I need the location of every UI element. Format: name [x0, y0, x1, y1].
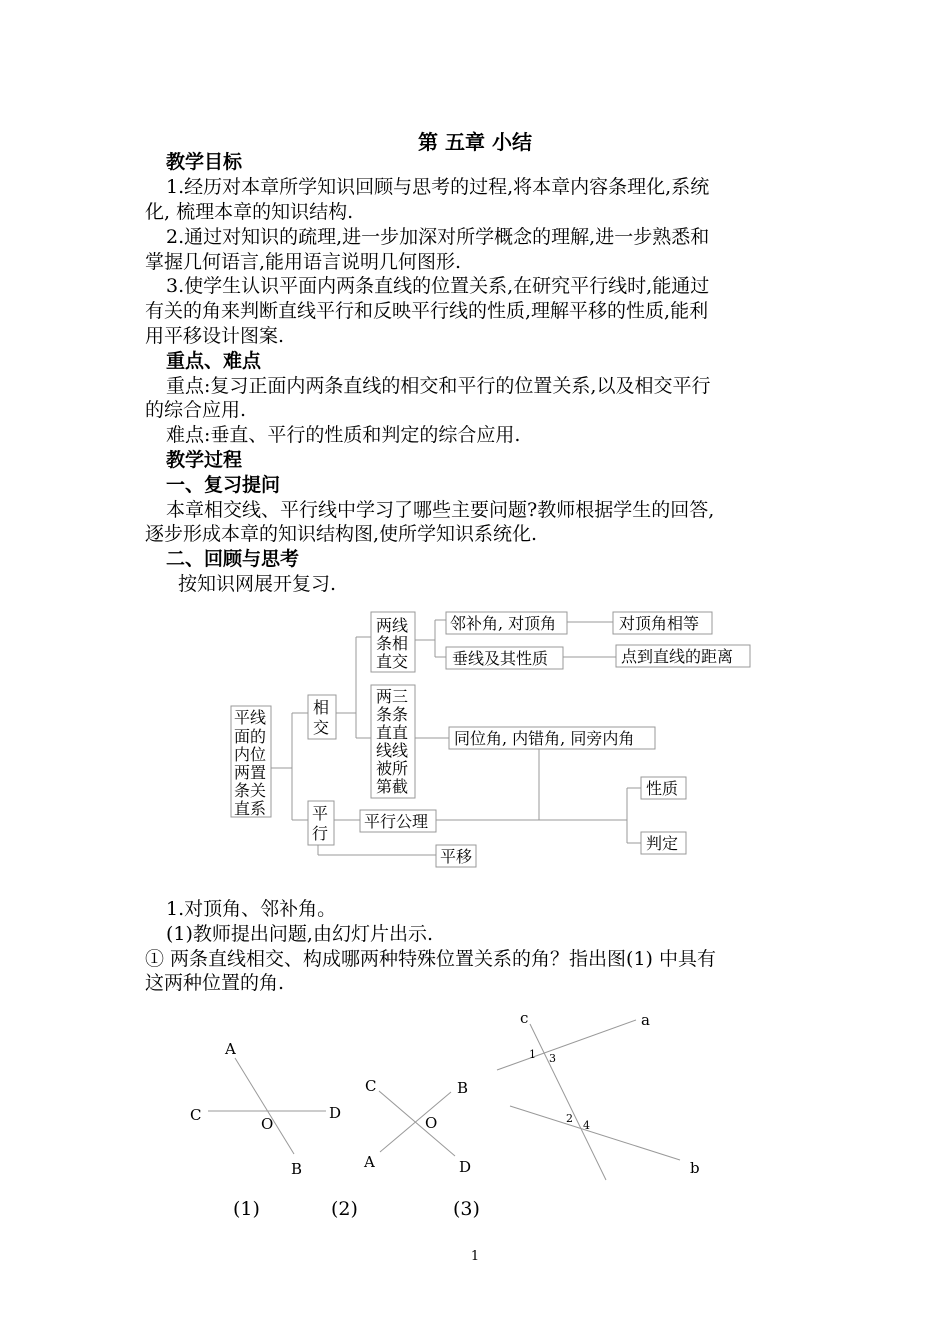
property-label: 性质	[646, 779, 679, 798]
objective-line: 用平移设计图案.	[145, 325, 285, 347]
intersect-label: 交	[313, 718, 330, 737]
root-label-line: 面的	[234, 727, 267, 746]
root-label-line: 内位	[234, 745, 267, 764]
adjacent-angles-label: 邻补角, 对顶角	[450, 614, 557, 633]
fig2-point-label: C	[365, 1077, 377, 1095]
two-lines-label: 条相	[376, 634, 409, 653]
fig2-point-label: A	[364, 1153, 375, 1171]
distance-label: 点到直线的距离	[621, 647, 734, 666]
objective-line: 有关的角来判断直线平行和反映平行线的性质,理解平移的性质,能利	[145, 300, 709, 322]
fig2-point-label: D	[459, 1158, 472, 1176]
intersect-label: 相	[313, 698, 330, 717]
section1-heading: 一、复习提问	[166, 474, 281, 496]
objective-line: 2.通过对知识的疏理,进一步加深对所学概念的理解,进一步熟悉和	[166, 226, 710, 248]
objective-line: 掌握几何语言,能用语言说明几何图形.	[145, 251, 462, 273]
section2-heading: 二、回顾与思考	[166, 548, 300, 570]
fig3-angle-label: 4	[583, 1119, 590, 1132]
three-lines-label: 两三	[376, 687, 409, 706]
fig3-angle-label: 1	[529, 1048, 536, 1061]
parallel-label: 行	[312, 824, 329, 843]
key-point-line: 重点:复习正面内两条直线的相交和平行的位置关系,以及相交平行	[166, 375, 711, 397]
objective-line: 3.使学生认识平面内两条直线的位置关系,在研究平行线时,能通过	[166, 275, 710, 297]
perpendicular-label: 垂线及其性质	[452, 649, 549, 668]
fig1-point-label: B	[291, 1160, 303, 1178]
root-label-line: 条关	[234, 781, 267, 800]
fig2-point-label: O	[425, 1114, 438, 1132]
page-number: 1	[470, 1249, 480, 1264]
key-points-heading: 重点、难点	[166, 350, 262, 372]
objective-line: 化, 梳理本章的知识结构.	[145, 201, 354, 223]
three-lines-label: 条条	[376, 705, 409, 724]
fig1-point-label: O	[261, 1115, 274, 1133]
page-title: 第 五章 小结	[418, 130, 532, 154]
question-1: 1.对顶角、邻补角。	[166, 898, 337, 920]
fig2-caption: (2)	[331, 1198, 358, 1220]
question-1b-line: ① 两条直线相交、构成哪两种特殊位置关系的角？指出图(1) 中具有	[145, 948, 716, 970]
section1-line: 逐步形成本章的知识结构图,使所学知识系统化.	[145, 523, 538, 545]
fig1-point-label: A	[225, 1040, 236, 1058]
objectives-heading: 教学目标	[166, 151, 243, 173]
objective-line: 1.经历对本章所学知识回顾与思考的过程,将本章内容条理化,系统	[166, 176, 710, 198]
fig3-line-label: a	[641, 1011, 650, 1029]
two-lines-label: 两线	[376, 616, 409, 635]
three-lines-label: 直直	[376, 723, 409, 742]
angles-label: 同位角, 内错角, 同旁内角	[454, 729, 635, 748]
three-lines-label: 被所	[376, 759, 409, 778]
question-1b-line: 这两种位置的角.	[145, 972, 285, 994]
parallel-label: 平	[312, 804, 329, 823]
section1-line: 本章相交线、平行线中学习了哪些主要问题?教师根据学生的回答,	[166, 499, 715, 521]
three-lines-label: 线线	[376, 741, 409, 760]
fig3-line-label: c	[520, 1009, 529, 1027]
key-point-line: 的综合应用.	[145, 399, 247, 421]
translation-label: 平移	[440, 847, 473, 866]
section2-intro: 按知识网展开复习.	[178, 573, 337, 595]
fig1-point-label: D	[329, 1104, 342, 1122]
question-1a: (1)教师提出问题,由幻灯片出示.	[166, 923, 433, 945]
parallel-axiom-label: 平行公理	[364, 812, 429, 831]
three-lines-label: 第截	[376, 777, 409, 796]
root-label-line: 直系	[234, 799, 267, 818]
fig1-point-label: C	[190, 1106, 202, 1124]
fig2-point-label: B	[457, 1079, 469, 1097]
root-label-line: 两置	[234, 763, 267, 782]
criterion-label: 判定	[646, 834, 679, 853]
fig3-caption: (3)	[453, 1198, 480, 1220]
fig3-line-label: b	[690, 1159, 700, 1177]
two-lines-label: 直交	[376, 652, 409, 671]
key-point-line: 难点:垂直、平行的性质和判定的综合应用.	[166, 424, 521, 446]
fig3-angle-label: 3	[549, 1052, 556, 1065]
vertical-equal-label: 对顶角相等	[619, 614, 700, 633]
fig3-angle-label: 2	[566, 1112, 573, 1125]
root-label-line: 平线	[234, 708, 267, 727]
fig1-caption: (1)	[233, 1198, 260, 1220]
process-heading: 教学过程	[166, 449, 243, 471]
